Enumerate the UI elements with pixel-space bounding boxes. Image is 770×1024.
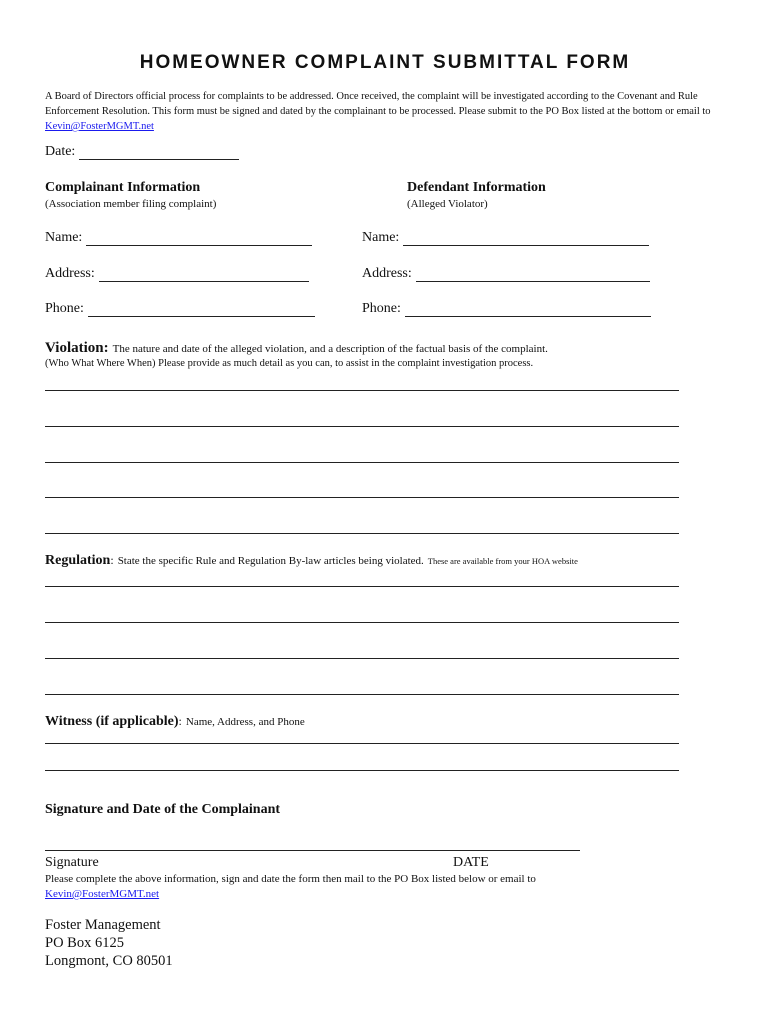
complainant-name-line[interactable] [86,231,312,246]
witness-heading-row [45,712,305,730]
intro-paragraph [45,89,735,134]
regulation-note: These are available from your HOA website [427,556,578,566]
signature-instructions: Please complete the above information, sign and date the form then mail to the PO Box listed below or email to [45,873,536,885]
defendant-address-line[interactable] [416,267,650,282]
date-label: Date: [45,144,76,159]
complainant-address-label: Address: [45,266,95,281]
violation-line-5[interactable] [45,533,679,534]
defendant-name-field[interactable] [362,230,649,246]
complainant-name-label: Name: [45,230,83,245]
violation-line-2[interactable] [45,426,679,427]
violation-description: The nature and date of the alleged violation, and a description of the factual basis of the complaint. [112,343,548,355]
regulation-heading-row [45,551,578,569]
defendant-heading: Defendant Information [407,180,546,195]
complainant-address-field[interactable] [45,266,309,282]
signature-email-link[interactable]: Kevin@FosterMGMT.net [45,888,160,900]
regulation-line-4[interactable] [45,694,679,695]
intro-text: A Board of Directors official process for complaints to be addressed. Once received, the complaint will be investigated according to the Covenant and Rule Enforcement Resolution. This form must be signed and dated by the complainant to be processed. Please submit to the PO Box listed at the bottom or email to [45,91,711,117]
date-field[interactable] [45,144,239,160]
witness-line-2[interactable] [45,770,679,771]
signature-line[interactable] [45,850,580,851]
signature-heading: Signature and Date of the Complainant [45,802,281,817]
regulation-description: State the specific Rule and Regulation By-law articles being violated. [117,555,424,567]
witness-line-1[interactable] [45,743,679,744]
defendant-phone-label: Phone: [362,301,401,316]
address-line-1: Foster Management [45,917,161,933]
complainant-name-field[interactable] [45,230,312,246]
regulation-line-1[interactable] [45,586,679,587]
form-title: HOMEOWNER COMPLAINT SUBMITTAL FORM [139,52,631,73]
complainant-heading: Complainant Information [45,180,201,195]
complainant-phone-field[interactable] [45,301,315,317]
defendant-phone-line[interactable] [405,302,651,317]
address-line-2: PO Box 6125 [45,935,124,951]
defendant-subheading: (Alleged Violator) [407,198,488,210]
violation-heading-row [45,339,548,357]
violation-line-1[interactable] [45,390,679,391]
witness-description: Name, Address, and Phone [185,716,305,728]
violation-note: (Who What Where When) Please provide as much detail as you can, to assist in the complaint investigation process. [45,358,534,369]
regulation-line-3[interactable] [45,658,679,659]
defendant-name-label: Name: [362,230,400,245]
violation-line-3[interactable] [45,462,679,463]
defendant-address-label: Address: [362,266,412,281]
intro-email-link[interactable]: Kevin@FosterMGMT.net [45,121,154,132]
complainant-phone-label: Phone: [45,301,84,316]
defendant-phone-field[interactable] [362,301,651,317]
defendant-name-line[interactable] [403,231,649,246]
complainant-phone-line[interactable] [88,302,315,317]
date-signature-label: DATE [453,855,489,870]
violation-heading: Violation: [45,340,109,356]
regulation-colon: : [110,553,114,567]
complainant-subheading: (Association member filing complaint) [45,198,217,210]
violation-line-4[interactable] [45,497,679,498]
defendant-address-field[interactable] [362,266,650,282]
witness-colon: : [178,714,182,728]
mailing-address [45,916,173,970]
complainant-address-line[interactable] [99,267,309,282]
witness-heading: Witness (if applicable) [45,714,179,729]
date-input-line[interactable] [79,145,239,160]
signature-label: Signature [45,855,99,870]
regulation-line-2[interactable] [45,622,679,623]
address-line-3: Longmont, CO 80501 [45,953,173,969]
regulation-heading: Regulation [45,553,111,568]
